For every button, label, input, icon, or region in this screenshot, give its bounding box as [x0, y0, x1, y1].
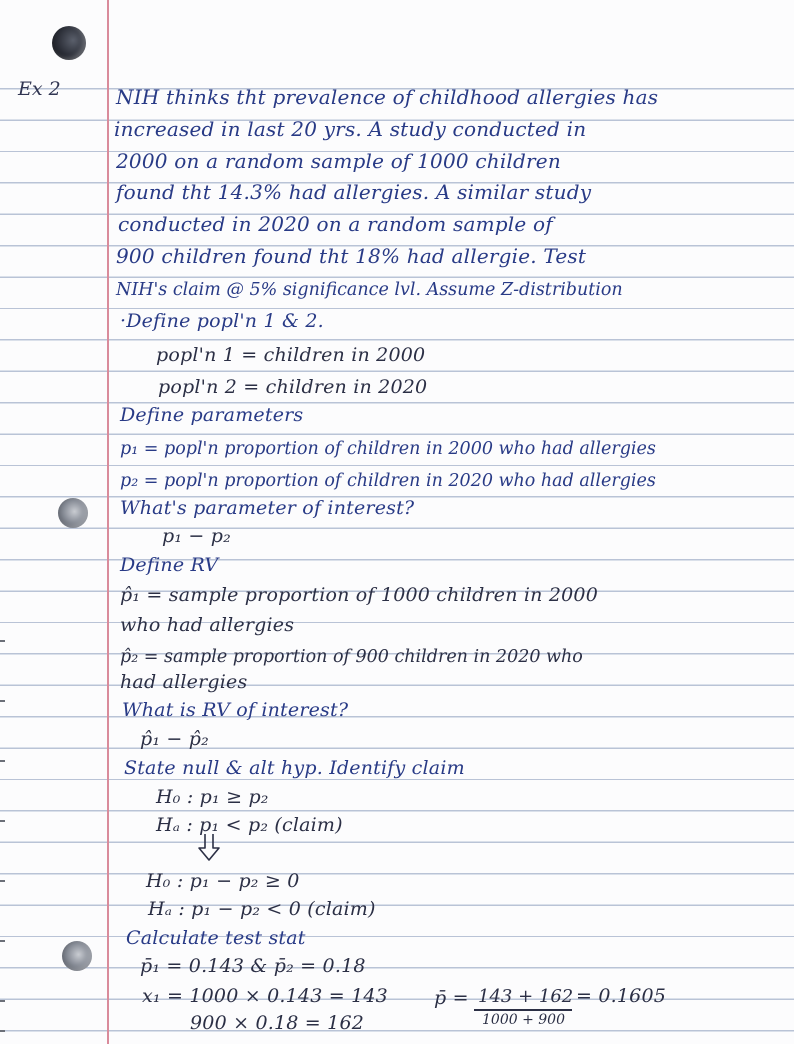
- rv-of-interest: p̂₁ − p̂₂: [140, 728, 209, 750]
- pooled-denominator: 1000 + 900: [482, 1012, 565, 1028]
- pooled-proportion-result: = 0.1605: [576, 985, 667, 1007]
- parameter-p2: p₂ = popl'n proportion of children in 2020 who had allergies: [120, 471, 656, 491]
- test-stat-heading: Calculate test stat: [126, 927, 306, 949]
- top-margin: [0, 0, 794, 70]
- fraction-bar: [474, 1009, 572, 1011]
- null-hypothesis-a: H₀ : p₁ ≥ p₂: [156, 786, 269, 808]
- problem-line: found tht 14.3% had allergies. A similar study: [116, 180, 592, 204]
- sample-proportions: p̄₁ = 0.143 & p̄₂ = 0.18: [140, 955, 366, 977]
- problem-line: NIH thinks tht prevalence of childhood allergies has: [116, 85, 659, 109]
- parameter-of-interest-heading: What's parameter of interest?: [120, 497, 415, 519]
- parameter-of-interest: p₁ − p₂: [162, 525, 231, 547]
- problem-line: 2000 on a random sample of 1000 children: [116, 149, 561, 173]
- hypotheses-heading: State null & alt hyp. Identify claim: [124, 757, 465, 779]
- pooled-numerator: 143 + 162: [478, 986, 574, 1007]
- population-1: popl'n 1 = children in 2000: [156, 344, 426, 366]
- define-populations-heading: ·Define popl'n 1 & 2.: [120, 310, 324, 332]
- problem-line: increased in last 20 yrs. A study conducted in: [114, 117, 587, 141]
- x1-calculation: x₁ = 1000 × 0.143 = 143: [142, 985, 388, 1007]
- define-parameters-heading: Define parameters: [120, 404, 304, 426]
- rv-phat2-line2: had allergies: [120, 671, 248, 693]
- parameter-p1: p₁ = popl'n proportion of children in 2000 who had allergies: [120, 439, 656, 459]
- margin-line: [107, 0, 109, 1044]
- example-label: Ex 2: [18, 78, 61, 100]
- population-2: popl'n 2 = children in 2020: [158, 376, 428, 398]
- problem-line: conducted in 2020 on a random sample of: [118, 212, 553, 236]
- rv-phat1-line1: p̂₁ = sample proportion of 1000 children in 2000: [120, 584, 598, 606]
- define-rv-heading: Define RV: [120, 554, 219, 576]
- binder-hole-middle: [58, 498, 88, 528]
- problem-line: NIH's claim @ 5% significance lvl. Assume Z-distribution: [116, 280, 623, 300]
- pooled-proportion-label: p̄ =: [434, 987, 469, 1009]
- alt-hypothesis-b: Hₐ : p₁ − p₂ < 0 (claim): [148, 898, 376, 920]
- rv-of-interest-heading: What is RV of interest?: [122, 699, 349, 721]
- x2-calculation: 900 × 0.18 = 162: [190, 1012, 365, 1034]
- binder-hole-top: [52, 26, 86, 60]
- null-hypothesis-b: H₀ : p₁ − p₂ ≥ 0: [146, 870, 300, 892]
- binder-hole-bottom: [62, 941, 92, 971]
- problem-line: 900 children found tht 18% had allergie. Test: [116, 244, 587, 268]
- rv-phat2-line1: p̂₂ = sample proportion of 900 children in 2020 who: [120, 647, 583, 667]
- arrow-down-icon: [197, 832, 221, 862]
- rv-phat1-line2: who had allergies: [120, 614, 295, 636]
- alt-hypothesis-a: Hₐ : p₁ < p₂ (claim): [156, 814, 343, 836]
